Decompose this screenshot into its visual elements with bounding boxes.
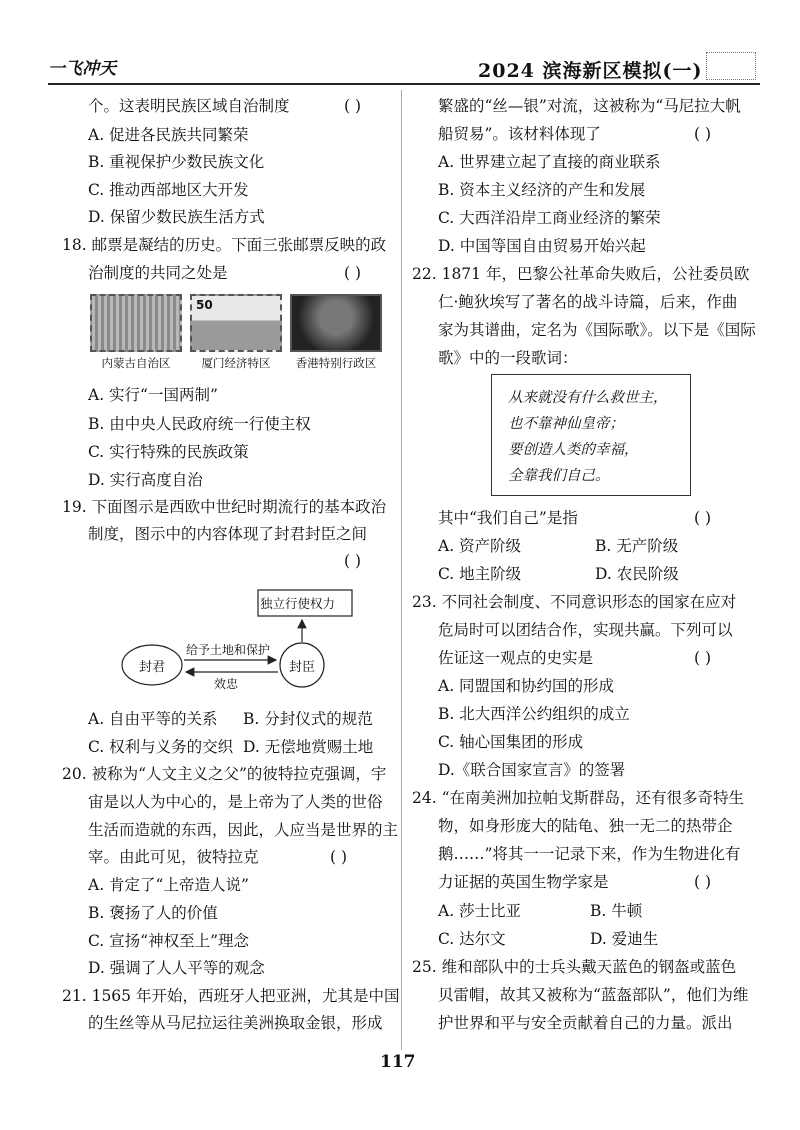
q19-option-a: A. 自由平等的关系 [88, 710, 218, 728]
q23-option-b: B. 北大西洋公约组织的成立 [438, 705, 630, 723]
column-divider [401, 90, 402, 1050]
q24-option-d: D. 爱迪生 [590, 930, 659, 948]
q22-option-b: B. 无产阶级 [595, 537, 679, 555]
stamp-xiamen-image [190, 294, 282, 352]
stamp-hongkong [290, 294, 382, 371]
q22-stem-line4: 歌》中的一段歌词： [438, 349, 578, 367]
page-header-title: 2024 滨海新区模拟(一) [478, 60, 703, 82]
q17-option-b: B. 重视保护少数民族文化 [88, 153, 265, 171]
page-number: 117 [380, 1052, 416, 1072]
q24-option-c: C. 达尔文 [438, 930, 506, 948]
q17-option-d: D. 保留少数民族生活方式 [88, 208, 265, 226]
q22-stem: 其中“我们自己”是指 [438, 509, 578, 527]
q23-stem-line2: 危局时可以团结合作，实现共赢。下列可以 [438, 621, 733, 639]
q17-stem: 个。这表明民族区域自治制度 [88, 97, 290, 115]
lyrics-line: 从来就没有什么救世主， [508, 390, 668, 406]
q22-answer-blank: ( ) [694, 509, 712, 527]
q17-answer-blank: ( ) [344, 97, 362, 115]
q24-stem-line2: 物，如身形庞大的陆龟、独一无二的热带企 [438, 817, 733, 835]
q21-option-d: D. 中国等国自由贸易开始兴起 [438, 237, 646, 255]
stamp-value-label: 50 [196, 298, 213, 312]
q24-option-b: B. 牛顿 [590, 902, 643, 920]
q23-stem-line3: 佐证这一观点的史实是 [438, 649, 594, 667]
diagram-lord-label: 封君 [139, 660, 166, 675]
q17-option-a: A. 促进各民族共同繁荣 [88, 126, 249, 144]
q21-cont-line2: 船贸易”。该材料体现了 [438, 125, 601, 143]
q18-answer-blank: ( ) [344, 264, 362, 282]
stamp-caption: 内蒙古自治区 [101, 356, 171, 370]
stamp-hongkong-image [290, 294, 382, 352]
q20-answer-blank: ( ) [330, 848, 348, 866]
q18-stem-line2: 治制度的共同之处是 [88, 264, 228, 282]
q23-stem-line1: 23. 不同社会制度、不同意识形态的国家在应对 [412, 593, 737, 611]
q19-option-d: D. 无偿地赏赐土地 [243, 738, 374, 756]
q20-option-a: A. 肯定了“上帝造人说” [88, 876, 249, 894]
q22-option-d: D. 农民阶级 [595, 565, 679, 583]
q20-stem-line3: 生活而造就的东西，因此，人应当是世界的主 [88, 821, 399, 839]
q20-stem-line2: 宙是以人为中心的，是上帝为了人类的世俗 [88, 793, 383, 811]
stamp-xiamen [190, 294, 282, 371]
q20-option-c: C. 宣扬“神权至上”理念 [88, 932, 250, 950]
brand-logo-text: 一飞冲天 [48, 59, 116, 79]
q22-option-c: C. 地主阶级 [438, 565, 522, 583]
q25-stem-line2: 贝雷帽，故其又被称为“蓝盔部队”，他们为维 [438, 986, 749, 1004]
q22-stem-line1: 22. 1871 年，巴黎公社革命失败后，公社委员欧 [412, 265, 750, 283]
diagram-vassal-label: 封臣 [289, 660, 316, 675]
q18-option-a: A. 实行“一国两制” [88, 386, 218, 404]
stamp-inner-mongolia-image [90, 294, 182, 352]
q22-stem-line2: 仁·鲍狄埃写了著名的战斗诗篇，后来，作曲 [438, 293, 738, 311]
diagram-box-label: 独立行使权力 [260, 596, 336, 611]
q24-stem-line1: 24. “在南美洲加拉帕戈斯群岛，还有很多奇特生 [412, 789, 745, 807]
q22-stem-line3: 家为其谱曲，定名为《国际歌》。以下是《国际 [438, 321, 756, 339]
q21-cont-line1: 繁盛的“丝—银”对流，这被称为“马尼拉大帆 [438, 97, 741, 115]
stamp-caption: 香港特别行政区 [295, 356, 377, 370]
q18-stem-line1: 18. 邮票是凝结的历史。下面三张邮票反映的政 [62, 236, 387, 254]
q19-option-b: B. 分封仪式的规范 [243, 710, 373, 728]
q17-option-c: C. 推动西部地区大开发 [88, 181, 249, 199]
q18-option-b: B. 由中央人民政府统一行使主权 [88, 415, 311, 433]
q18-option-d: D. 实行高度自治 [88, 471, 203, 489]
q18-option-c: C. 实行特殊的民族政策 [88, 443, 249, 461]
q23-option-c: C. 轴心国集团的形成 [438, 733, 584, 751]
q20-stem-line1: 20. 被称为“人文主义之父”的彼特拉克强调，宇 [62, 765, 387, 783]
q22-lyrics-box [491, 374, 691, 496]
diagram-bottom-arrow-label: 效忠 [214, 677, 239, 691]
q23-option-a: A. 同盟国和协约国的形成 [438, 677, 615, 695]
q21-option-a: A. 世界建立起了直接的商业联系 [438, 153, 661, 171]
q19-option-c: C. 权利与义务的交织 [88, 738, 234, 756]
q19-answer-blank: ( ) [344, 552, 362, 570]
q20-stem-line4: 宰。由此可见，彼特拉克 [88, 848, 259, 866]
header-rule [48, 83, 760, 85]
diagram-top-arrow-label: 给予土地和保护 [186, 643, 271, 657]
q21-answer-blank: ( ) [694, 125, 712, 143]
q24-option-a: A. 莎士比亚 [438, 902, 522, 920]
q22-option-a: A. 资产阶级 [438, 537, 522, 555]
q19-stem-line1: 19. 下面图示是西欧中世纪时期流行的基本政治 [62, 498, 387, 516]
q21-option-c: C. 大西洋沿岸工商业经济的繁荣 [438, 209, 661, 227]
q21-option-b: B. 资本主义经济的产生和发展 [438, 181, 646, 199]
q25-stem-line1: 25. 维和部队中的士兵头戴天蓝色的钢盔或蓝色 [412, 958, 737, 976]
q24-stem-line3: 鹅……”将其一一记录下来，作为生物进化有 [438, 845, 741, 863]
q24-answer-blank: ( ) [694, 873, 712, 891]
stamp-inner-mongolia [90, 294, 182, 371]
lyrics-line: 要创造人类的幸福， [508, 442, 639, 458]
q21-stem-line1: 21. 1565 年开始，西班牙人把亚洲，尤其是中国 [62, 987, 400, 1005]
q25-stem-line3: 护世界和平与安全贡献着自己的力量。派出 [438, 1014, 733, 1032]
q23-option-d: D.《联合国家宣言》的签署 [438, 761, 626, 779]
stamp-caption: 厦门经济特区 [201, 356, 271, 370]
header-badge-icon [706, 52, 756, 80]
q20-option-d: D. 强调了人人平等的观念 [88, 959, 265, 977]
q21-stem-line2: 的生丝等从马尼拉运往美洲换取金银，形成 [88, 1014, 383, 1032]
lyrics-line: 全靠我们自己。 [508, 468, 610, 484]
q23-answer-blank: ( ) [694, 649, 712, 667]
q20-option-b: B. 褒扬了人的价值 [88, 904, 218, 922]
q19-stem-line2: 制度，图示中的内容体现了封君封臣之间 [88, 525, 368, 543]
lyrics-line: 也不靠神仙皇帝； [508, 416, 624, 432]
q24-stem-line4: 力证据的英国生物学家是 [438, 873, 609, 891]
